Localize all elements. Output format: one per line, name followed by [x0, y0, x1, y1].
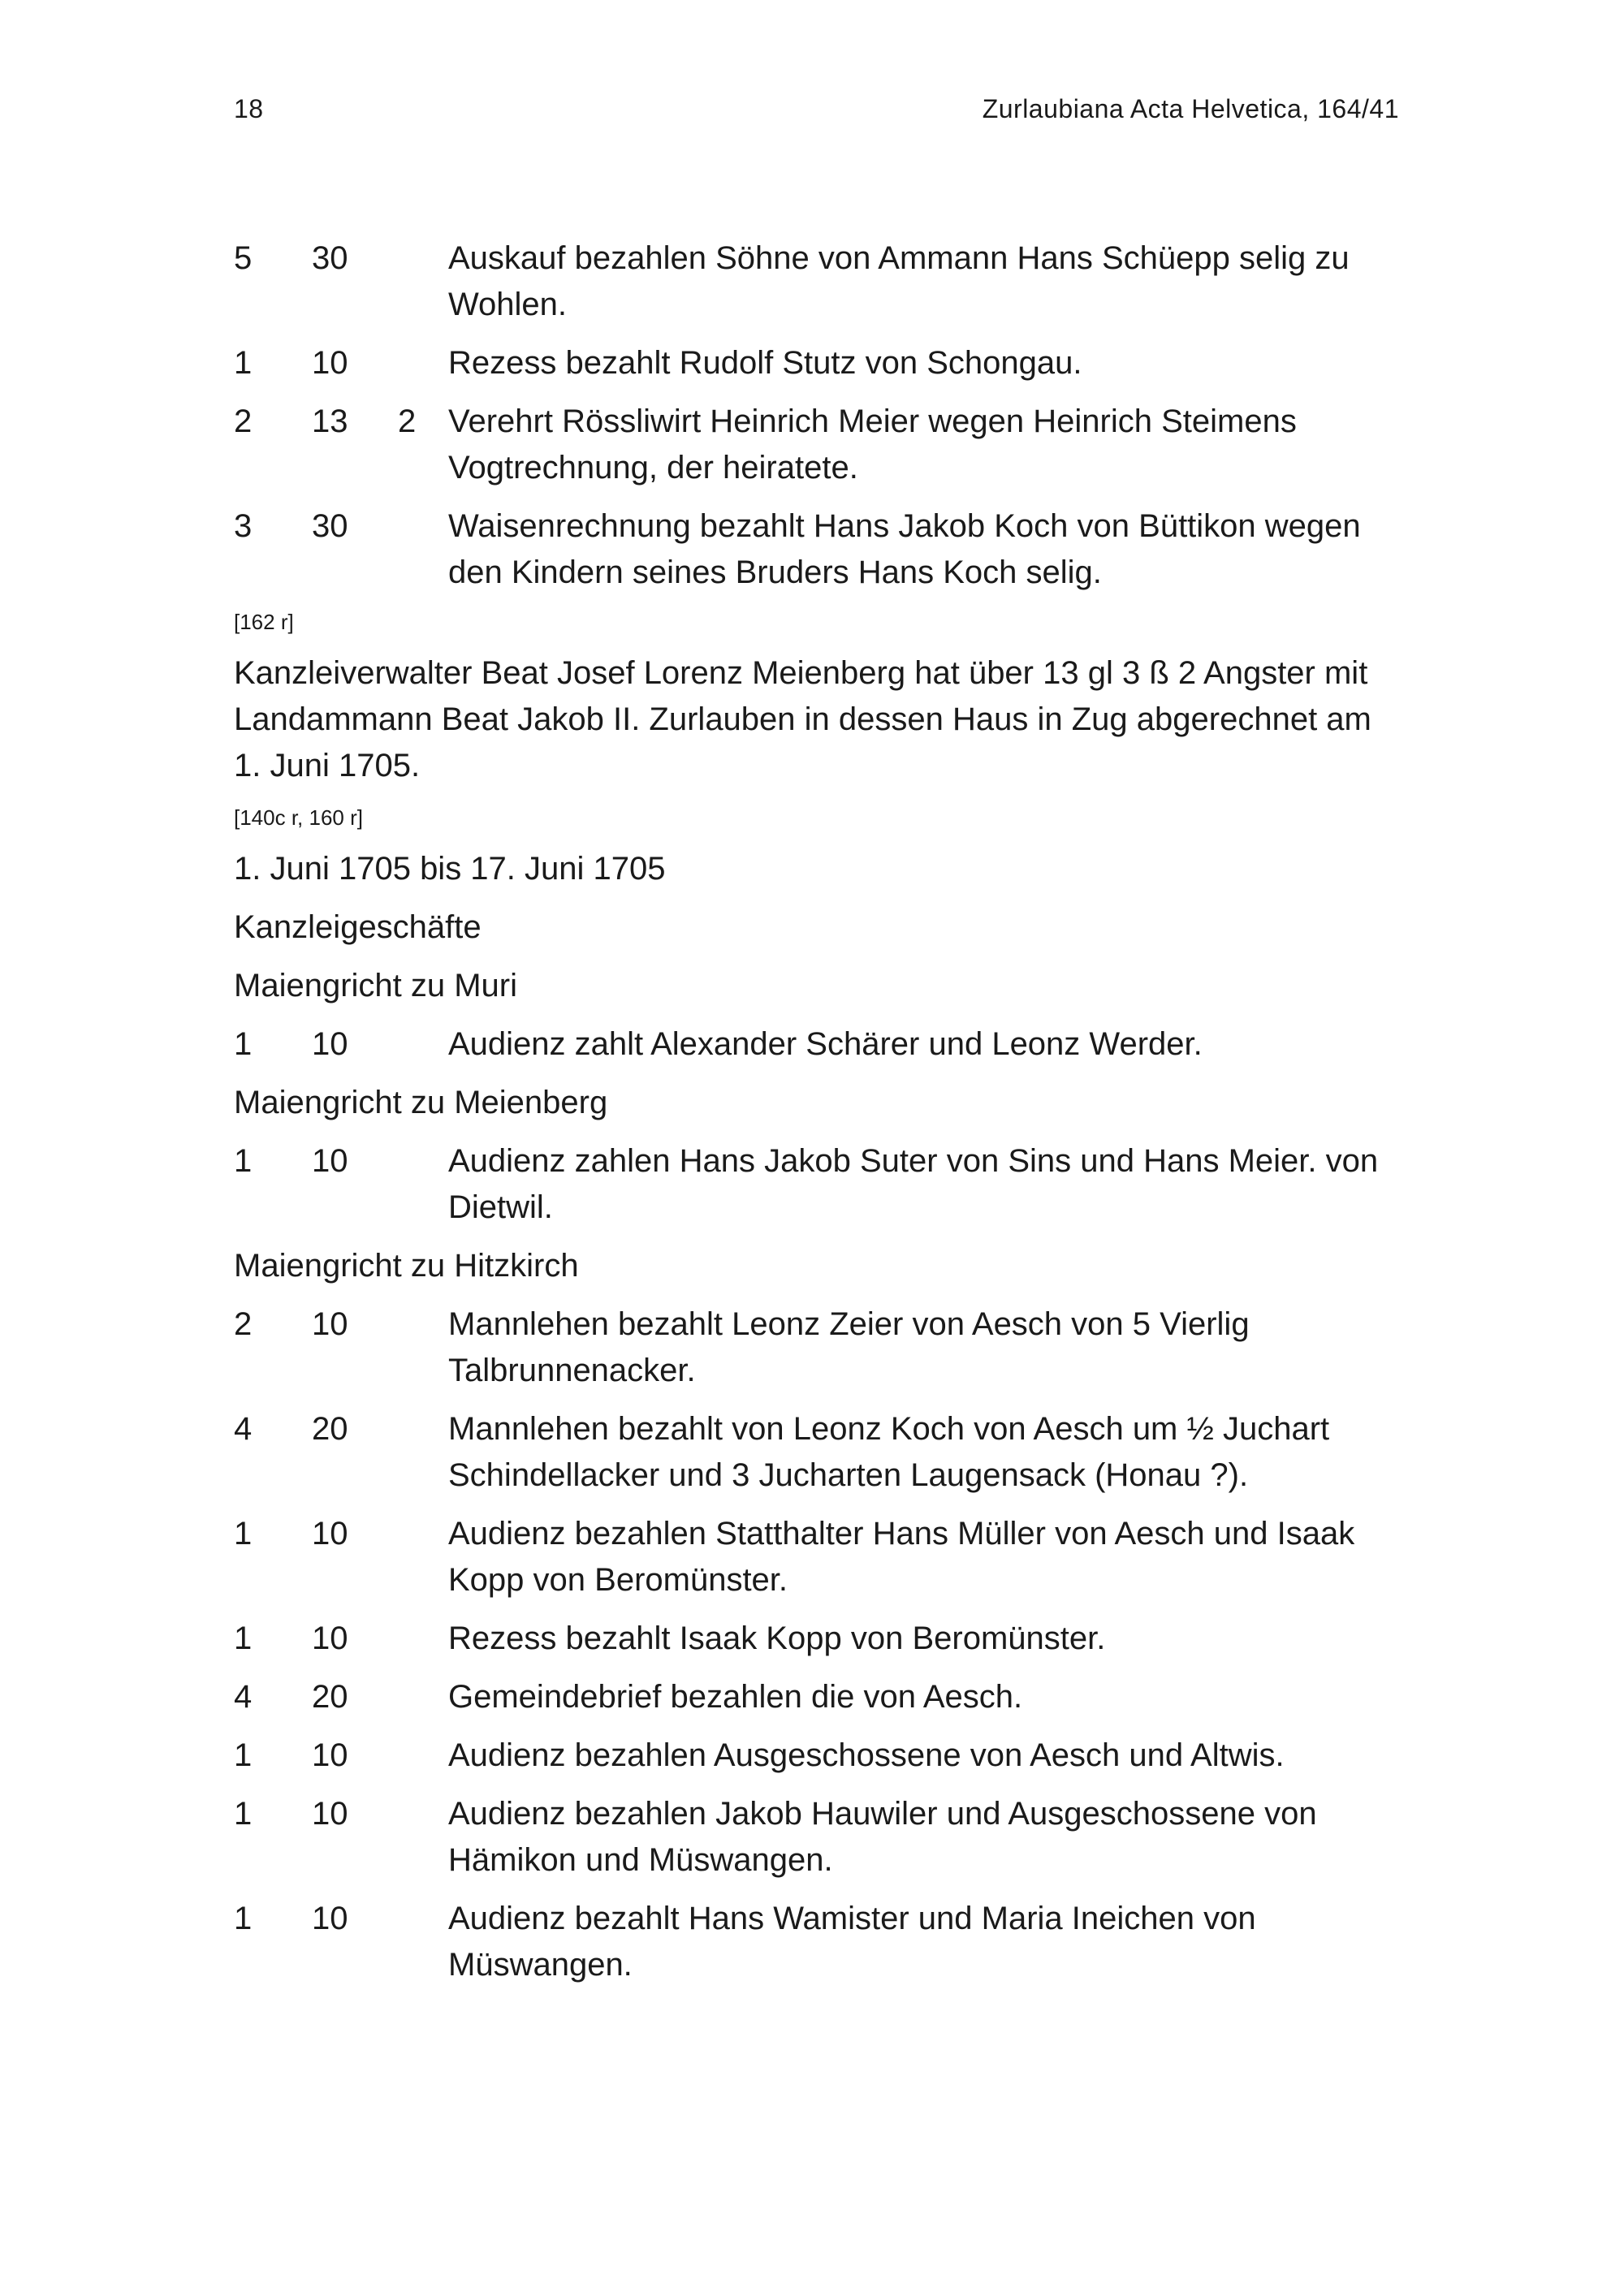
amount-gulden: 1	[234, 1026, 253, 1062]
date-range: 1. Juni 1705 bis 17. Juni 1705	[234, 851, 666, 887]
amount-gulden: 1	[234, 1621, 253, 1656]
amount-gulden: 5	[234, 240, 253, 276]
amount-schilling: 10	[312, 1306, 348, 1342]
ledger-entry	[234, 1674, 1399, 1720]
amount-gulden: 1	[234, 1737, 253, 1773]
ledger-entry	[234, 1138, 1399, 1231]
amount-gulden: 1	[234, 1796, 253, 1832]
amount-schilling: 10	[312, 1796, 348, 1832]
summary-paragraph: Kanzleiverwalter Beat Josef Lorenz Meienberg hat über 13 gl 3 ß 2 Angster mit Landammann Beat Jakob II. Zurlauben in dessen Haus in Zug abgerechnet am 1. Juni 1705.	[234, 655, 1371, 783]
entry-text: Gemeindebrief bezahlen die von Aesch.	[448, 1679, 1023, 1715]
amount-schilling: 30	[312, 508, 348, 544]
amount-schilling: 30	[312, 240, 348, 276]
folio-reference: [140c r, 160 r]	[234, 805, 363, 830]
amount-schilling: 10	[312, 1901, 348, 1936]
ledger-entry	[234, 1896, 1399, 1988]
ledger-entry	[234, 503, 1399, 596]
ledger-entry	[234, 1733, 1399, 1779]
amount-schilling: 20	[312, 1679, 348, 1715]
page-number: 18	[234, 94, 264, 123]
amount-gulden: 1	[234, 1901, 253, 1936]
entry-text: Verehrt Rössliwirt Heinrich Meier wegen Heinrich Steimens Vogtrechnung, der heiratete.	[448, 404, 1297, 486]
ledger-entry	[234, 235, 1399, 328]
ledger-entry	[234, 1511, 1399, 1603]
section-title: Kanzleigeschäfte	[234, 909, 482, 945]
entry-text: Rezess bezahlt Rudolf Stutz von Schongau.	[448, 345, 1082, 381]
amount-schilling: 13	[312, 404, 348, 439]
amount-schilling: 10	[312, 1026, 348, 1062]
ledger-entry	[234, 340, 1399, 386]
ledger-entry	[234, 1301, 1399, 1394]
amount-gulden: 4	[234, 1411, 253, 1447]
amount-angster: 2	[398, 404, 417, 439]
amount-schilling: 10	[312, 1516, 348, 1552]
running-header: Zurlaubiana Acta Helvetica, 164/41	[982, 94, 1399, 123]
amount-gulden: 1	[234, 1516, 253, 1552]
entry-text: Mannlehen bezahlt von Leonz Koch von Aesch um ½ Juchart Schindellacker und 3 Jucharten Laugensack (Honau ?).	[448, 1411, 1330, 1493]
court-heading-muri: Maiengricht zu Muri	[234, 968, 518, 1003]
entry-text: Waisenrechnung bezahlt Hans Jakob Koch von Büttikon wegen den Kindern seines Bruders Hans Koch selig.	[448, 508, 1361, 590]
page-content	[234, 235, 1399, 2000]
entry-text: Audienz zahlt Alexander Schärer und Leonz Werder.	[448, 1026, 1203, 1062]
court-heading-hitzkirch: Maiengricht zu Hitzkirch	[234, 1248, 579, 1284]
amount-gulden: 4	[234, 1679, 253, 1715]
amount-schilling: 10	[312, 1737, 348, 1773]
entry-text: Audienz zahlen Hans Jakob Suter von Sins und Hans Meier. von Dietwil.	[448, 1143, 1379, 1225]
ledger-entry	[234, 1021, 1399, 1068]
ledger-entry	[234, 1791, 1399, 1884]
entry-text: Rezess bezahlt Isaak Kopp von Beromünster.	[448, 1621, 1106, 1656]
amount-gulden: 1	[234, 1143, 253, 1179]
ledger-entry	[234, 1406, 1399, 1499]
ledger-entry	[234, 1616, 1399, 1662]
entry-text: Audienz bezahlt Hans Wamister und Maria Ineichen von Müswangen.	[448, 1901, 1256, 1983]
ledger-entry	[234, 399, 1399, 491]
entry-text: Audienz bezahlen Statthalter Hans Müller von Aesch und Isaak Kopp von Beromünster.	[448, 1516, 1355, 1598]
court-heading-meienberg: Maiengricht zu Meienberg	[234, 1085, 608, 1120]
entry-text: Auskauf bezahlen Söhne von Ammann Hans Schüepp selig zu Wohlen.	[448, 240, 1350, 322]
amount-gulden: 1	[234, 345, 253, 381]
amount-schilling: 10	[312, 1621, 348, 1656]
entry-text: Audienz bezahlen Ausgeschossene von Aesch und Altwis.	[448, 1737, 1285, 1773]
entry-text: Mannlehen bezahlt Leonz Zeier von Aesch von 5 Vierlig Talbrunnenacker.	[448, 1306, 1250, 1388]
amount-schilling: 10	[312, 1143, 348, 1179]
amount-schilling: 20	[312, 1411, 348, 1447]
folio-reference: [162 r]	[234, 610, 294, 634]
entry-text: Audienz bezahlen Jakob Hauwiler und Ausgeschossene von Hämikon und Müswangen.	[448, 1796, 1317, 1878]
amount-gulden: 2	[234, 1306, 253, 1342]
amount-gulden: 3	[234, 508, 253, 544]
amount-schilling: 10	[312, 345, 348, 381]
amount-gulden: 2	[234, 404, 253, 439]
